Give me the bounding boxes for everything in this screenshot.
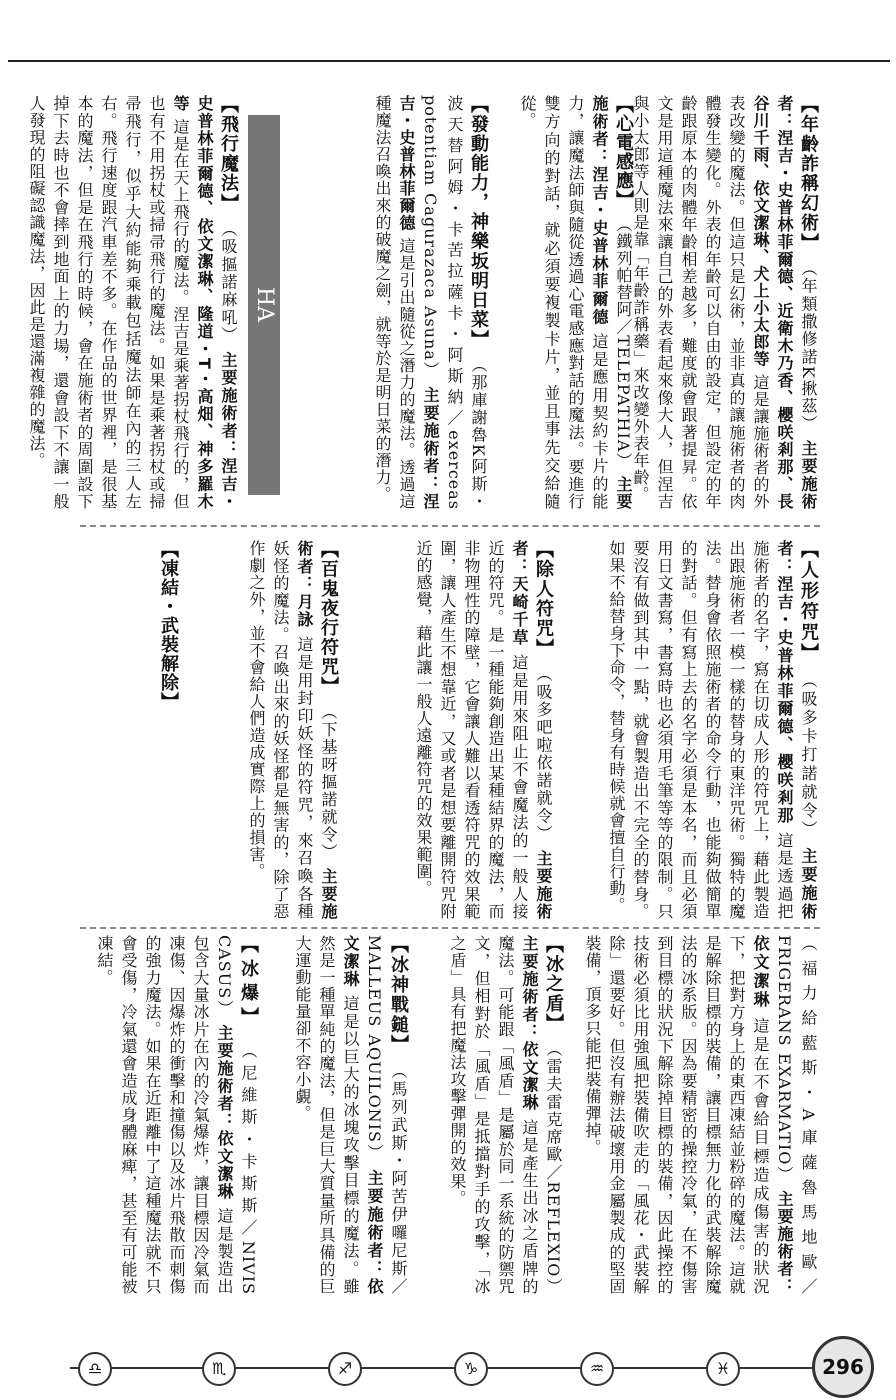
entry-activate <box>350 95 490 510</box>
entry-freeze-heading <box>80 540 180 920</box>
entry-body: 這是產生出冰之盾牌的魔法。可能跟「風盾」是屬於同一系統的防禦咒文，但相對於「風盾」是抵擋對手的攻擊，「冰之盾」具有把魔法攻擊彈開的效果。 <box>448 935 539 1296</box>
entry-caster: 主要施術者：涅吉・史普林菲爾德、近衛木乃香、櫻咲剎那、長谷川千雨、依文潔琳、犬上小太郎等 <box>751 95 818 511</box>
entry-heading: 【心電感應】 <box>613 95 634 210</box>
entry-heading: 【除人符咒】 <box>533 540 554 659</box>
entry-body: 這是在天上飛行的魔法。涅吉是乘著拐杖飛行的，但也有不用拐杖或掃帚飛行的魔法。如果是乘著拐杖或掃帚飛行，似乎大約能夠乘載包括魔法師在內的三人左右。飛行速度跟汽車差不多。在作品的世界裡，是很基本的魔法，但是在飛行的時候，會在施術者的周圍設下掉下去時也不會摔到地面上的力場，還會設下不讓一般人發現的阻礙認識魔法，因此是還滿複雜的魔法。 <box>27 95 190 511</box>
entry-heading: 【人形符咒】 <box>798 540 819 664</box>
capricorn-icon: ♑ <box>454 1352 488 1386</box>
entry-body: 這是用來阻止不會魔法的一般人接近的符咒。是一種能夠創造出某種結界的魔法，而非物理性的障壁，它會讓人難以看透符咒的效果範圍，讓人產生不想靠近，又或者是想要離開符咒附近的感覺，藉此讓一般人遠離符咒的效果範圍。 <box>414 540 529 921</box>
entry-heading: 【冰之盾】 <box>543 935 564 1034</box>
tier-top <box>27 95 820 511</box>
libra-icon: ♎ <box>78 1352 112 1386</box>
footer-rule <box>70 1367 816 1369</box>
tier-bottom <box>80 935 820 1295</box>
entry-alias: （吸多卡打諾就令） <box>799 671 818 840</box>
entry-ice-hammer <box>270 935 410 1295</box>
page-number: 296 <box>812 1336 874 1398</box>
entry-hyakki-charm <box>190 540 340 920</box>
entry-body: 這是用封印妖怪的符咒，來召喚各種妖怪的魔法。召喚出來的妖怪都是無害的，除了惡作劇之外，並不會給人們造成實際上的損害。 <box>247 540 314 921</box>
entry-caster: 主要施術者：涅吉・史普林菲爾德 <box>397 95 440 511</box>
entry-body: 這是應用契約卡片的能力，讓魔法師與隨從透過心電感應對話的魔法。要進行雙方向的對話，就必須要複製卡片，並且事先交給隨從。 <box>518 95 609 511</box>
scorpio-icon: ♏ <box>202 1352 236 1386</box>
entry-alias: （鐵列帕替阿／TELEPATHIA） <box>614 215 633 470</box>
entry-caster: 主要施術者：涅吉・史普林菲爾德 <box>590 95 633 511</box>
entry-alias: （馬列武斯・阿苦伊囉尼斯／MALLEUS AQUILONIS） <box>365 935 408 1296</box>
entry-caster: 主要施術者：月詠 <box>295 540 338 921</box>
entry-alias: （吸摳諾麻吼） <box>219 220 238 345</box>
entry-heading: 【冰爆】 <box>238 935 259 1032</box>
entry-alias: （下基呀摳諾就令） <box>319 703 338 861</box>
entry-age-spell <box>631 95 820 511</box>
entry-heading: 【飛行魔法】 <box>218 95 239 214</box>
glossary-page <box>27 95 820 1350</box>
entry-caster: 主要施術者：涅吉・史普林菲爾德、依文潔琳、隆道・T・高畑、神多羅木等 <box>171 95 238 511</box>
entry-body: 這是製造出包含大量冰片在內的冷氣爆炸，讓目標因冷氣而凍傷、因爆炸的衝擊和撞傷以及冰片飛散而刺傷的強力魔法。如果在近距離中了這種魔法就不只會受傷，冷氣還會造成身體麻痺，甚至有可能被凍結。 <box>95 935 234 1296</box>
entry-caster: 主要施術者：依文潔琳 <box>751 935 794 1296</box>
entry-caster: 主要施術者：依文潔琳 <box>341 935 384 1296</box>
entry-ice-blast <box>80 935 260 1295</box>
entry-heading: 【年齡詐稱幻術】 <box>798 95 819 253</box>
entry-caster: 主要施術者：天崎千草 <box>510 540 553 921</box>
entry-caster: 主要施術者：依文潔琳 <box>520 935 539 1112</box>
divider <box>80 525 820 527</box>
entry-alias: （那庫謝魯К阿斯・波天替阿姆・卡苦拉薩卡・阿斯納／exerceas potentiam Cagurazaca Asuna） <box>421 95 488 511</box>
entry-heading: 【冰神戰鎚】 <box>388 935 409 1055</box>
entry-body: 這是在不會給目標造成傷害的狀況下，把對方身上的東西凍結並粉碎的魔法。這就是解除目標的裝備，讓目標無力化的武裝解除魔法的冰系版。因為要精密的操控冷氣，在不傷害到目標的狀況下解除掉目標的裝備，因此操控的技術必須比用強風把裝備吹走的「風花・武裝解除」還要好。但沒有辦法破壞用金屬製成的堅固裝備，頂多只能把裝備彈掉。 <box>583 935 770 1296</box>
entry-body: 這是以巨大的冰塊攻擊目標的魔法。雖然是一種單純的魔法，但是巨大質量所具備的巨大運動能量卻不容小覷。 <box>293 935 360 1296</box>
entry-alias: （雷夫雷克席歐／REFLEXIO） <box>544 1040 563 1296</box>
entry-body: 這是透過把施術者的名字，寫在切成人形的符咒上，藉此製造出跟施術者一模一樣的替身的東洋咒術。獨特的魔法。替身會依照施術者的命令行動，也能夠做簡單的對話。但有寫上去的名字必須是本名，而且必須用日文書寫，書寫時也必須用毛筆等等的限制。只要沒有做到其中一點，就會製造出不完全的替身。如果不給替身下命令，替身有時候就會擅自行動。 <box>607 540 794 921</box>
divider <box>80 927 820 929</box>
entry-alias: （年類撒修諾K揪茲） <box>799 259 818 433</box>
entry-repel-charm <box>355 540 555 920</box>
entry-flying <box>27 95 240 511</box>
entry-body: 這是讓施術者的外表改變的魔法。但這只是幻術，並非真的讓施術者的肉體發生變化。外表的年齡可以自由的設定，但設定的年齡跟原本的肉體年齡相差越多，難度就會跟著提昇。依文是用這種魔法來讓自己的外表看起來像大人，但涅吉與小太郎等人則是靠「年齡詐稱藥」來改變外表年齡。 <box>631 95 770 511</box>
section-ha-bar: HA <box>248 115 280 495</box>
entry-heading: 【凍結・武裝解除】 <box>158 540 179 711</box>
entry-heading: 【發動能力，神樂坂明日菜】 <box>468 95 489 350</box>
entry-telepathy <box>505 95 635 510</box>
entry-ice-shield <box>425 935 565 1295</box>
entry-caster: 主要施術者：依文潔琳 <box>215 1024 234 1201</box>
pisces-icon: ♓ <box>706 1352 740 1386</box>
entry-alias: （福力給藍斯・A庫薩魯馬地歐／FRIGERANS EXARMATIO） <box>775 935 818 1295</box>
entry-caster: 主要施術者：涅吉・史普林菲爾德、櫻咲剎那 <box>775 540 818 920</box>
aquarius-icon: ♒ <box>580 1352 614 1386</box>
entry-freeze-body <box>580 935 820 1295</box>
entry-doll-charm <box>570 540 820 920</box>
entry-alias: （尼維斯・卡斯斯／NIVIS CASUS） <box>215 935 258 1295</box>
entry-alias: （吸多吧啦依諾就令） <box>534 665 553 843</box>
tier-middle <box>80 540 820 920</box>
sagittarius-icon: ♐ <box>328 1352 362 1386</box>
entry-body: 這是引出隨從之潛力的魔法。透過這種魔法召喚出來的破魔之劍，就等於是明日菜的潛力。 <box>373 95 416 511</box>
entry-heading: 【百鬼夜行符咒】 <box>318 540 339 697</box>
top-rule <box>8 60 890 62</box>
